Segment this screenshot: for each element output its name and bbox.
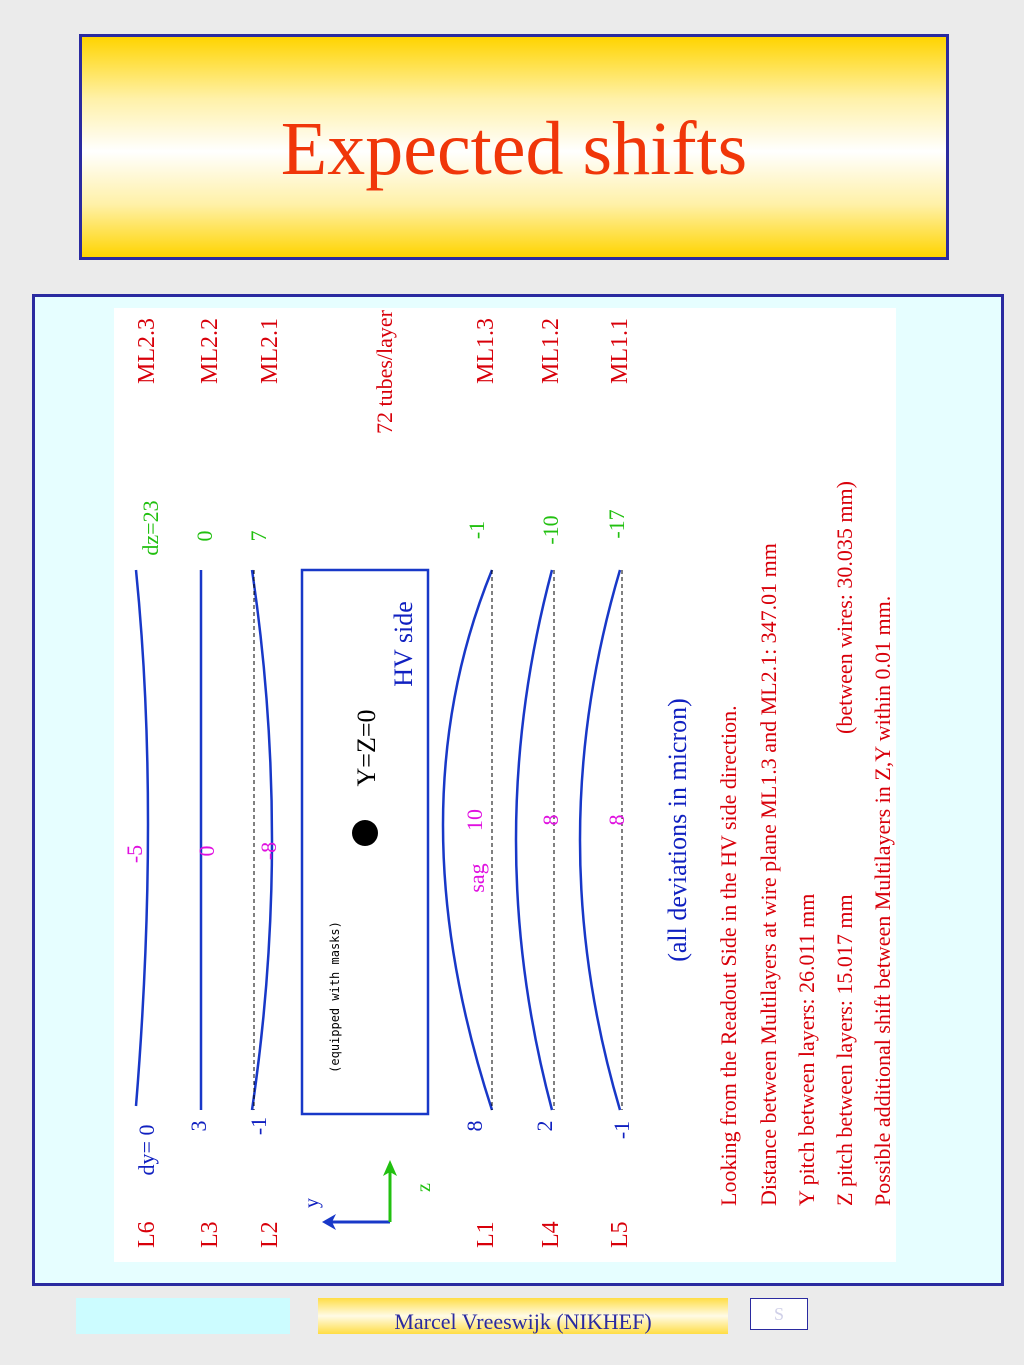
- note-viewing-direction: Looking from the Readout Side in the HV side direction.: [716, 705, 741, 1206]
- title-banner: [79, 34, 949, 260]
- layer-label-l3: L3: [197, 1221, 223, 1248]
- dy-left-l2: -1: [246, 1116, 271, 1136]
- note-z-pitch: Z pitch between layers: 15.017 mm: [832, 894, 857, 1206]
- note-y-pitch: Y pitch between layers: 26.011 mm: [794, 893, 819, 1206]
- layer-label-l6: L6: [134, 1221, 160, 1248]
- dy-left-l1: 8: [462, 1120, 487, 1132]
- footer-author: Marcel Vreeswijk (NIKHEF): [318, 1298, 728, 1334]
- dy-mid-l1: 10: [462, 809, 487, 831]
- units-note: (all deviations in micron): [663, 698, 692, 962]
- dy-mid-l2: -8: [256, 841, 281, 861]
- hv-side-label: HV side: [389, 601, 418, 687]
- dy-left-l4: 2: [532, 1120, 557, 1132]
- note-additional-shift: Possible additional shift between Multilayers in Z,Y within 0.01 mm.: [870, 595, 895, 1206]
- dy-left-l6: dy= 0: [134, 1124, 159, 1176]
- footer-left-bar: [76, 1298, 290, 1334]
- dz-l4: -10: [538, 515, 563, 545]
- dy-left-l3: 3: [186, 1120, 211, 1132]
- dy-left-l5: -1: [609, 1120, 634, 1140]
- layer-label-l2: L2: [257, 1221, 283, 1248]
- dz-l1: -1: [464, 520, 489, 540]
- dy-mid-l3: 0: [194, 845, 219, 857]
- dy-mid-l5: 8: [604, 814, 629, 826]
- sag-label: sag: [464, 863, 489, 893]
- layer-label-l1: L1: [473, 1221, 499, 1248]
- alignment-diagram: [114, 308, 896, 1262]
- dz-l5: -17: [604, 509, 629, 539]
- slide-title: Expected shifts: [280, 107, 748, 191]
- note-multilayer-distance: Distance between Multilayers at wire plane ML1.3 and ML2.1: 347.01 mm: [756, 543, 781, 1206]
- dy-mid-l6: -5: [122, 844, 147, 864]
- dz-l6: dz=23: [138, 500, 163, 556]
- tubes-per-layer-label: 72 tubes/layer: [372, 310, 397, 435]
- multilayer-label-ml2-3: ML2.3: [134, 318, 160, 384]
- y-axis-label: y: [301, 1198, 323, 1208]
- dz-l3: 0: [192, 530, 217, 542]
- dy-mid-l4: 8: [538, 814, 563, 826]
- multilayer-label-ml1-3: ML1.3: [473, 318, 499, 384]
- origin-label: Y=Z=0: [352, 709, 381, 787]
- multilayer-label-ml2-2: ML2.2: [197, 318, 223, 384]
- masks-label: (equipped with masks): [328, 921, 342, 1073]
- footer-page-marker: S: [750, 1298, 808, 1330]
- layer-label-l4: L4: [538, 1221, 564, 1248]
- dz-l2: 7: [246, 530, 271, 542]
- layer-label-l5: L5: [607, 1221, 633, 1248]
- origin-dot: [352, 820, 378, 846]
- z-axis-label: z: [413, 1183, 435, 1192]
- note-z-pitch-wires: (between wires: 30.035 mm): [832, 481, 857, 734]
- multilayer-label-ml2-1: ML2.1: [257, 318, 283, 384]
- multilayer-label-ml1-2: ML1.2: [538, 318, 564, 384]
- multilayer-label-ml1-1: ML1.1: [607, 318, 633, 384]
